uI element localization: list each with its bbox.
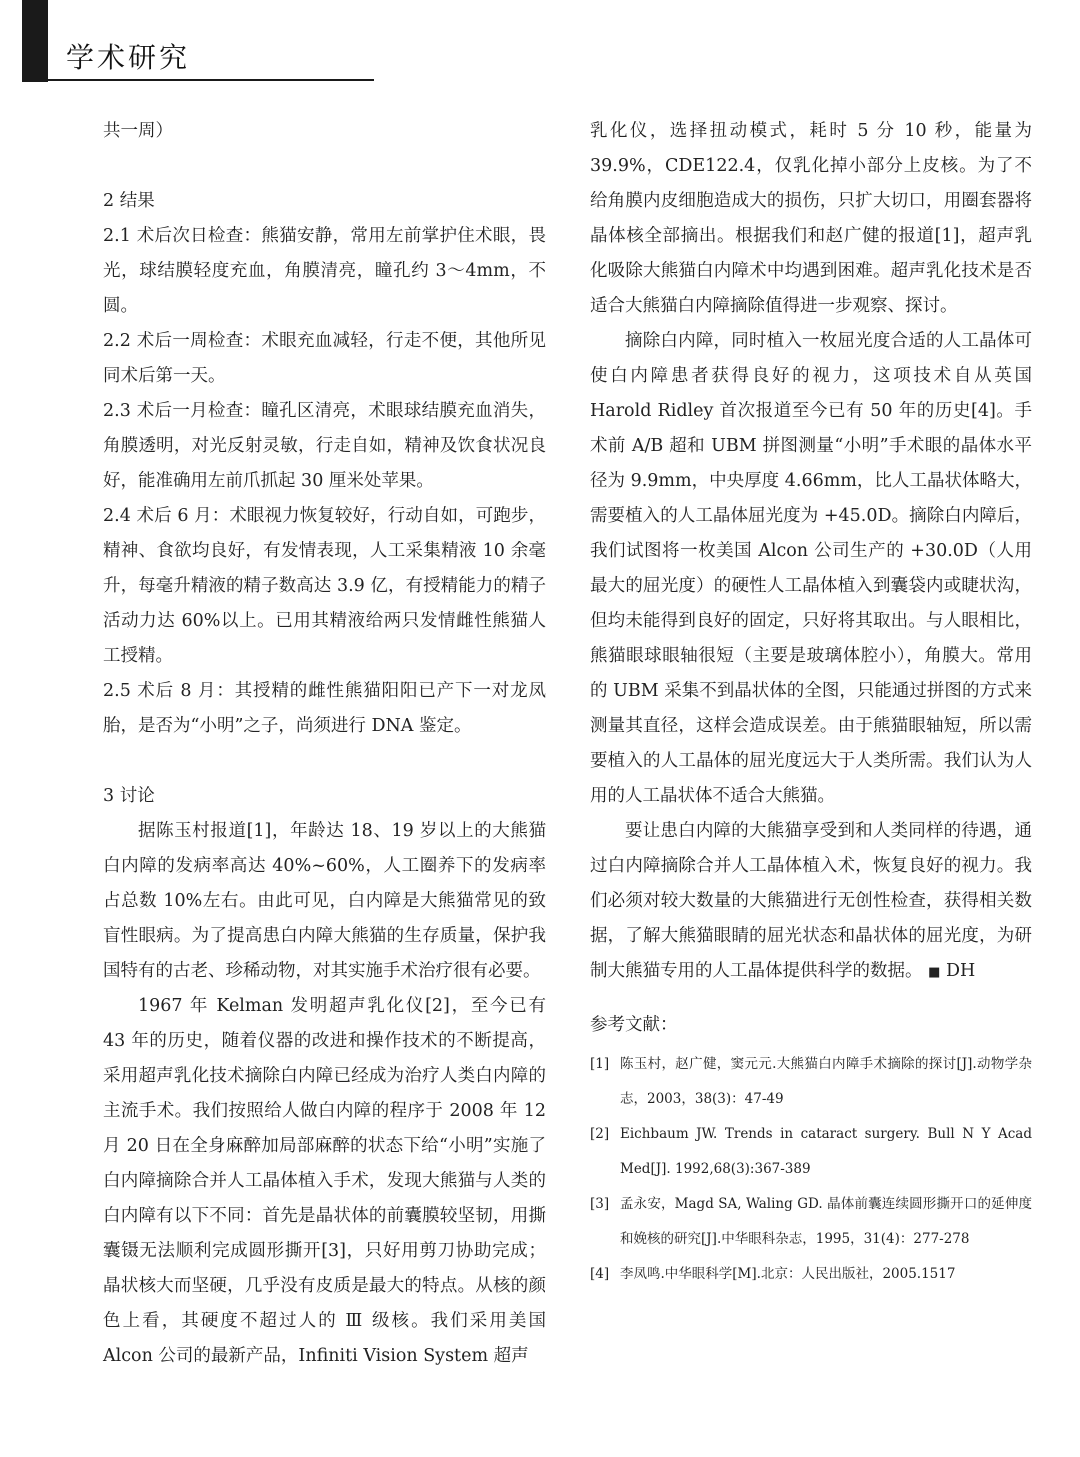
body-paragraph: 乳化仪，选择扭动模式，耗时 5 分 10 秒，能量为 39.9%，CDE122.4，仅乳化掉小部分上皮核。为了不给角膜内皮细胞造成大的损伤，只扩大切口，用圈套器将晶体核全部摘出。根据我们和赵广健的报道[1]，超声乳化吸除大熊猫白内障术中均遇到困难。超声乳化技术是否适合大熊猫白内障摘除值得进一步观察、探讨。: [590, 121, 1032, 316]
author-initials: DH: [945, 961, 976, 981]
reference-item: [590, 1187, 1032, 1257]
reference-number: [1]: [590, 1056, 610, 1072]
results-heading: 2 结果: [103, 191, 155, 211]
reference-text: 孟永安，Magd SA, Waling GD. 晶体前囊连续圆形撕开口的延伸度和娩核的研究[J].中华眼科杂志，1995，31(4)：277-278: [620, 1196, 1032, 1247]
reference-number: [3]: [590, 1196, 610, 1212]
results-item: 2.1 术后次日检查：熊猫安静，常用左前掌护住术眼，畏光，球结膜轻度充血，角膜清亮，瞳孔约 3～4mm，不圆。: [103, 226, 546, 316]
results-item: 2.3 术后一月检查：瞳孔区清亮，术眼球结膜充血消失，角膜透明，对光反射灵敏，行走自如，精神及饮食状况良好，能准确用左前爪抓起 30 厘米处苹果。: [103, 401, 546, 491]
reference-text: 陈玉村，赵广健，窦元元.大熊猫白内障手术摘除的探讨[J].动物学杂志，2003，38(3)：47-49: [620, 1056, 1032, 1107]
reference-number: [4]: [590, 1266, 610, 1282]
references-heading: 参考文献：: [590, 1015, 678, 1035]
reference-text: Eichbaum JW. Trends in cataract surgery. Bull N Y Acad Med[J]. 1992,68(3):367-389: [620, 1126, 1032, 1177]
results-item: 2.4 术后 6 月：术眼视力恢复较好，行动自如，可跑步，精神、食欲均良好，有发情表现，人工采集精液 10 余毫升，每毫升精液的精子数高达 3.9 亿，有授精能力的精子活动力达 60%以上。已用其精液给两只发情雌性熊猫人工授精。: [103, 506, 546, 666]
results-item: 2.2 术后一周检查：术眼充血减轻，行走不便，其他所见同术后第一天。: [103, 331, 546, 386]
body-paragraph: [590, 814, 1032, 990]
results-item: 2.5 术后 8 月：其授精的雌性熊猫阳阳已产下一对龙凤胎，是否为“小明”之子，尚须进行 DNA 鉴定。: [103, 681, 546, 736]
discussion-paragraph: 据陈玉村报道[1]，年龄达 18、19 岁以上的大熊猫白内障的发病率高达 40%~60%，人工圈养下的发病率占总数 10%左右。由此可见，白内障是大熊猫常见的致盲性眼病。为了提高患白内障大熊猫的生存质量，保护我国特有的古老、珍稀动物，对其实施手术治疗很有必要。: [103, 821, 546, 981]
reference-number: [2]: [590, 1126, 610, 1142]
discussion-paragraph: 1967 年 Kelman 发明超声乳化仪[2]，至今已有 43 年的历史，随着仪器的改进和操作技术的不断提高，采用超声乳化技术摘除白内障已经成为治疗人类白内障的主流手术。我们按照给人做白内障的程序于 2008 年 12 月 20 日在全身麻醉加局部麻醉的状态下给“小明”实施了白内障摘除合并人工晶体植入手术，发现大熊猫与人类的白内障有以下不同：首先是晶状体的前囊膜较坚韧，用撕囊镊无法顺利完成圆形撕开[3]，只好用剪刀协助完成；晶状核大而坚硬，几乎没有皮质是最大的特点。从核的颜色上看，其硬度不超过人的 Ⅲ 级核。我们采用美国 Alcon 公司的最新产品，Infiniti Vision System 超声: [103, 996, 546, 1366]
discussion-heading: 3 讨论: [103, 786, 155, 806]
section-title: 学术研究: [66, 41, 191, 74]
end-mark: ■: [928, 965, 941, 980]
reference-item: [590, 1117, 1032, 1187]
reference-item: [590, 1257, 1032, 1292]
header-rule: [22, 79, 374, 81]
continuation-text: 共一周）: [103, 121, 173, 141]
header-bar: [22, 0, 48, 82]
spacer: [103, 149, 546, 184]
spacer: [103, 744, 546, 779]
left-column: [103, 114, 546, 1374]
reference-item: [590, 1047, 1032, 1117]
right-column: [590, 114, 1032, 1292]
reference-text: 李凤鸣.中华眼科学[M].北京：人民出版社，2005.1517: [620, 1266, 956, 1282]
closing-text: 要让患白内障的大熊猫享受到和人类同样的待遇，通过白内障摘除合并人工晶体植入术，恢复良好的视力。我们必须对较大数量的大熊猫进行无创性检查，获得相关数据，了解大熊猫眼睛的屈光状态和晶状体的屈光度，为研制大熊猫专用的人工晶体提供科学的数据。: [590, 821, 1032, 981]
body-paragraph: 摘除白内障，同时植入一枚屈光度合适的人工晶体可使白内障患者获得良好的视力，这项技术自从英国 Harold Ridley 首次报道至今已有 50 年的历史[4]。手术前 A/B 超和 UBM 拼图测量“小明”手术眼的晶体水平径为 9.9mm，中央厚度 4.66mm，比人工晶状体略大，需要植入的人工晶体屈光度为 +45.0D。摘除白内障后，我们试图将一枚美国 Alcon 公司生产的 +30.0D（人用最大的屈光度）的硬性人工晶体植入到囊袋内或睫状沟，但均未能得到良好的固定，只好将其取出。与人眼相比，熊猫眼球眼轴很短（主要是玻璃体腔小），角膜大。常用的 UBM 采集不到晶状体的全图，只能通过拼图的方式来测量其直径，这样会造成误差。由于熊猫眼轴短，所以需要植入的人工晶体的屈光度远大于人类所需。我们认为人用的人工晶状体不适合大熊猫。: [590, 331, 1032, 806]
